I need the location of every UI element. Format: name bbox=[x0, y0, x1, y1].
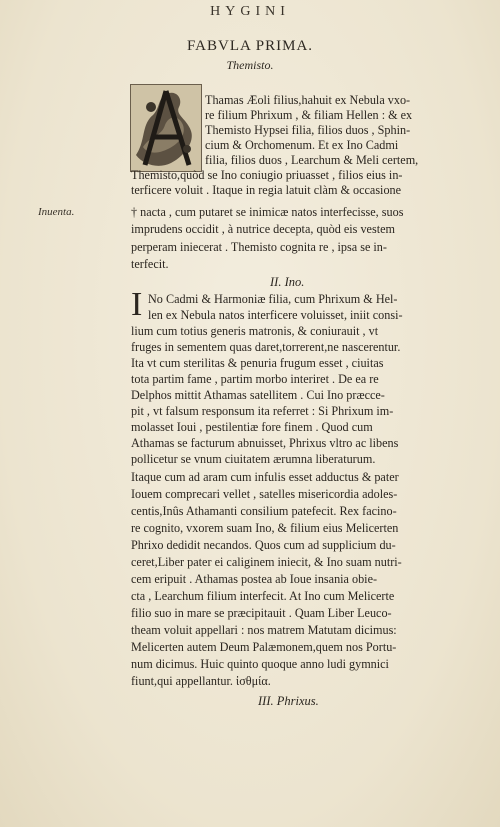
text-line: Thamas Æoli filius,hahuit ex Nebula vxo- bbox=[205, 93, 411, 107]
text-line: pollicetur se vnum ciuitatem ærumna liberaturum. bbox=[131, 452, 376, 466]
text-line: Melicerten autem Deum Palæmonem,quem nos Portu- bbox=[131, 640, 397, 654]
text-line: tota partim fame , partim morbo interiret . De ea re bbox=[131, 372, 379, 386]
text-line: lium cum totius generis matronis, & coniurauit , vt bbox=[131, 324, 379, 338]
text-line: fiunt,qui appellantur. ἰσθμία. bbox=[131, 674, 271, 688]
text-line: Delphos mittit Athamas satellitem . Cui Ino præcce- bbox=[131, 388, 385, 402]
text-line: cem eripuit . Athamas postea ab Ioue insania obie- bbox=[131, 572, 378, 586]
text-line: filio suo in mare se præcipitauit . Quam Liber Leuco- bbox=[131, 606, 392, 620]
text-line: Themisto Hypsei filia, filios duos , Sphin- bbox=[205, 123, 411, 137]
text-line: ceret,Liber pater ei caliginem iniecit, & Ino suam nutri- bbox=[131, 555, 402, 569]
text-line: Itaque cum ad aram cum infulis esset adductus & pater bbox=[131, 470, 399, 484]
text-line: cium & Orchomenum. Et ex Ino Cadmi bbox=[205, 138, 399, 152]
text-line: Iouem comprecari vellet , satelles misericordia adoles- bbox=[131, 487, 398, 501]
text-line: re cognito, vxorem suam Ino, & filium eius Melicerten bbox=[131, 521, 399, 535]
text-line: Athamas se facturum abnuisset, Phrixus vltro ac libens bbox=[131, 436, 399, 450]
text-line: terfecit. bbox=[131, 257, 169, 271]
fable-title: FABVLA PRIMA. bbox=[186, 38, 314, 54]
text-line: † nacta , cum putaret se inimicæ natos interfecisse, suos bbox=[131, 205, 404, 219]
text-line: num dicimus. Huic quinto quoque anno ludi gymnici bbox=[131, 657, 389, 671]
text-line: No Cadmi & Harmoniæ filia, cum Phrixum & Hel- bbox=[148, 292, 398, 306]
text-line: re filium Phrixum , & filiam Hellen : & ex bbox=[205, 108, 413, 122]
running-head: HYGINI bbox=[210, 4, 290, 19]
text-line: imprudens occidit , à nutrice decepta, quòd eis vestem bbox=[131, 222, 395, 236]
text-line: terficere voluit . Itaque in regia latuit clàm & occasione bbox=[131, 183, 402, 197]
text-line: Ita vt cum sterilitas & penuria frugum esset , ciuitas bbox=[131, 356, 384, 370]
text-line: cta , Learchum filium interfecit. At Ino cum Melicerte bbox=[131, 589, 395, 603]
text-line: Phrixo dedidit necandos. Quos cum ad supplicium du- bbox=[131, 538, 396, 552]
text-line: centis,Inûs Athamanti consilium patefecit. Rex facino- bbox=[131, 504, 397, 518]
text-line: perperam iniecerat . Themisto cognita re , ipsa se in- bbox=[131, 240, 387, 254]
section-heading-ino: II. Ino. bbox=[270, 275, 305, 289]
text-line: len ex Nebula natos interficere voluisset, iniit consi- bbox=[148, 308, 403, 322]
decorated-initial-a bbox=[130, 84, 202, 172]
initial-i: I bbox=[131, 286, 143, 323]
text-line: filia, filios duos , Learchum & Meli certem, bbox=[205, 153, 419, 167]
text-line: theam voluit appellari : nos matrem Matutam dicimus: bbox=[131, 623, 397, 637]
section-heading-phrixus: III. Phrixus. bbox=[258, 694, 319, 708]
fable-subtitle: Themisto. bbox=[226, 58, 274, 72]
text-line: Themisto,quòd se Ino coniugio priuasset , filios eius in- bbox=[131, 168, 403, 182]
text-line: molasset Ioui , pestilentiæ fore finem . Quod cum bbox=[131, 420, 373, 434]
text-line: pit , vt falsum responsum ita referret : Si Phrixum im- bbox=[131, 404, 394, 418]
decorated-initial-a-image bbox=[131, 85, 201, 171]
margin-note: Inuenta. bbox=[38, 206, 75, 218]
text-line: fruges in sementem quas daret,torrerent,ne nascerentur. bbox=[131, 340, 401, 354]
